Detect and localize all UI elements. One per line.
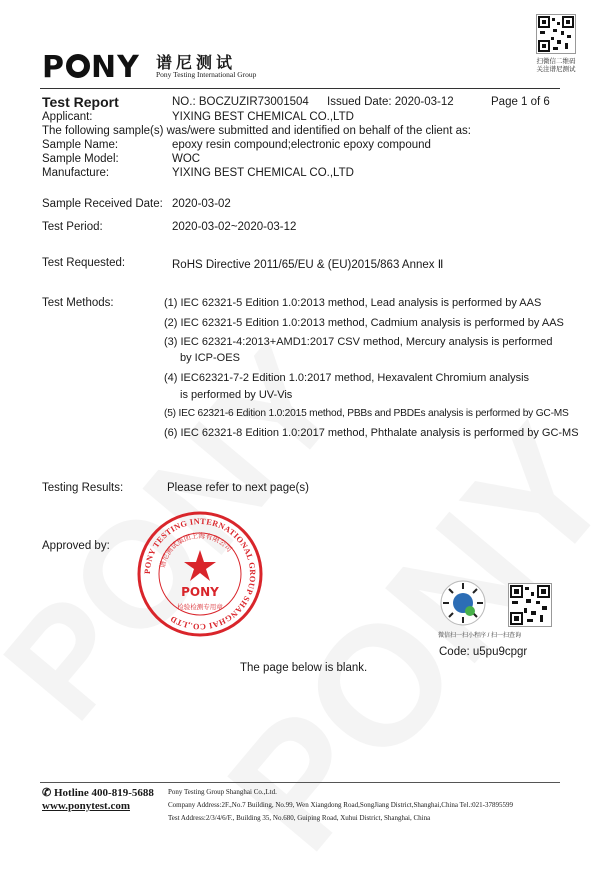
seal-bottom-text: 检验检测专用章 [177, 603, 223, 611]
method-item: (6) IEC 62321-8 Edition 1.0:2017 method, Phthalate analysis is performed by GC-MS [164, 427, 579, 439]
verification-code: Code: u5pu9cpgr [439, 646, 528, 658]
sample-model-label: Sample Model: [42, 153, 119, 165]
method-item-cont: by ICP-OES [180, 352, 240, 364]
footer-address-2: Test Address:2/3/4/6/F., Building 35, No.680, Guiping Road, Xuhui District, Shanghai, China [168, 814, 431, 822]
website-link[interactable]: www.ponytest.com [42, 800, 130, 812]
applicant-value: YIXING BEST CHEMICAL CO.,LTD [172, 111, 354, 123]
phone-icon: ✆ [42, 787, 54, 799]
footer-company: Pony Testing Group Shanghai Co.,Ltd. [168, 788, 277, 796]
wechat-qr-code [536, 14, 576, 54]
test-period-label: Test Period: [42, 221, 103, 233]
seal-ring-text: PONY TESTING INTERNATIONAL GROUP SHANGHAI CO.,LTD [142, 516, 258, 632]
pony-logo: P NY [42, 50, 140, 85]
mini-program-code [440, 580, 486, 626]
company-en-name: Pony Testing International Group [156, 70, 257, 79]
approved-by-label: Approved by: [42, 540, 110, 552]
method-item: (4) IEC62321-7-2 Edition 1.0:2017 method, Hexavalent Chromium analysis [164, 372, 530, 384]
method-item-cont: is performed by UV-Vis [180, 389, 293, 401]
method-item: (1) IEC 62321-5 Edition 1.0:2013 method, Lead analysis is performed by AAS [164, 297, 542, 309]
applicant-label: Applicant: [42, 111, 93, 123]
footer-divider [40, 782, 560, 783]
issued-date: Issued Date: 2020-03-12 [327, 96, 454, 108]
test-period-value: 2020-03-02~2020-03-12 [172, 221, 297, 233]
sample-name-label: Sample Name: [42, 139, 119, 151]
manufacture-value: YIXING BEST CHEMICAL CO.,LTD [172, 167, 354, 179]
method-item: (3) IEC 62321-4:2013+AMD1:2017 CSV method, Mercury analysis is performed [164, 336, 553, 348]
company-seal [136, 510, 264, 638]
statement: The following sample(s) was/were submitted and identified on behalf of the client as: [42, 125, 471, 137]
test-methods-label: Test Methods: [42, 297, 114, 309]
testing-results-label: Testing Results: [42, 482, 124, 494]
header-divider [40, 88, 560, 89]
footer-address-1: Company Address:2F.,No.7 Building, No.99, Wen Xiangdong Road,SongJiang District,Shanghai,China Tel.:021-37895599 [168, 801, 514, 809]
qr-caption: 扫微信二维码 关注谱尼测试 [536, 58, 576, 73]
seal-inner-text: 谱尼测试集团上海有限公司 [158, 531, 234, 569]
test-requested-label: Test Requested: [42, 257, 126, 269]
company-cn-name: 谱尼测试 [156, 53, 237, 72]
manufacture-label: Manufacture: [42, 167, 110, 179]
method-item: (5) IEC 62321-6 Edition 1.0:2015 method, PBBs and PBDEs analysis is performed by GC-MS [164, 408, 569, 419]
sample-model-value: WOC [172, 153, 201, 165]
sample-name-value: epoxy resin compound;electronic epoxy compound [172, 139, 431, 151]
received-date-label: Sample Received Date: [42, 198, 163, 210]
verification-qr-code [508, 583, 552, 627]
testing-results-value: Please refer to next page(s) [167, 482, 309, 494]
received-date-value: 2020-03-02 [172, 198, 231, 210]
page-number: Page 1 of 6 [491, 96, 550, 108]
seal-center-text: PONY [181, 585, 219, 599]
test-requested-value: RoHS Directive 2011/65/EU & (EU)2015/863 Annex Ⅱ [172, 259, 444, 271]
blank-page-note: The page below is blank. [240, 662, 368, 674]
method-item: (2) IEC 62321-5 Edition 1.0:2013 method, Cadmium analysis is performed by AAS [164, 317, 564, 329]
hotline: ✆ Hotline 400-819-5688 [42, 787, 154, 799]
report-number: NO.: BOCZUZIR73001504 [172, 96, 309, 108]
verification-caption: 微信扫一扫小程序 / 扫一扫查询 [438, 633, 522, 639]
report-title: Test Report [42, 94, 119, 110]
